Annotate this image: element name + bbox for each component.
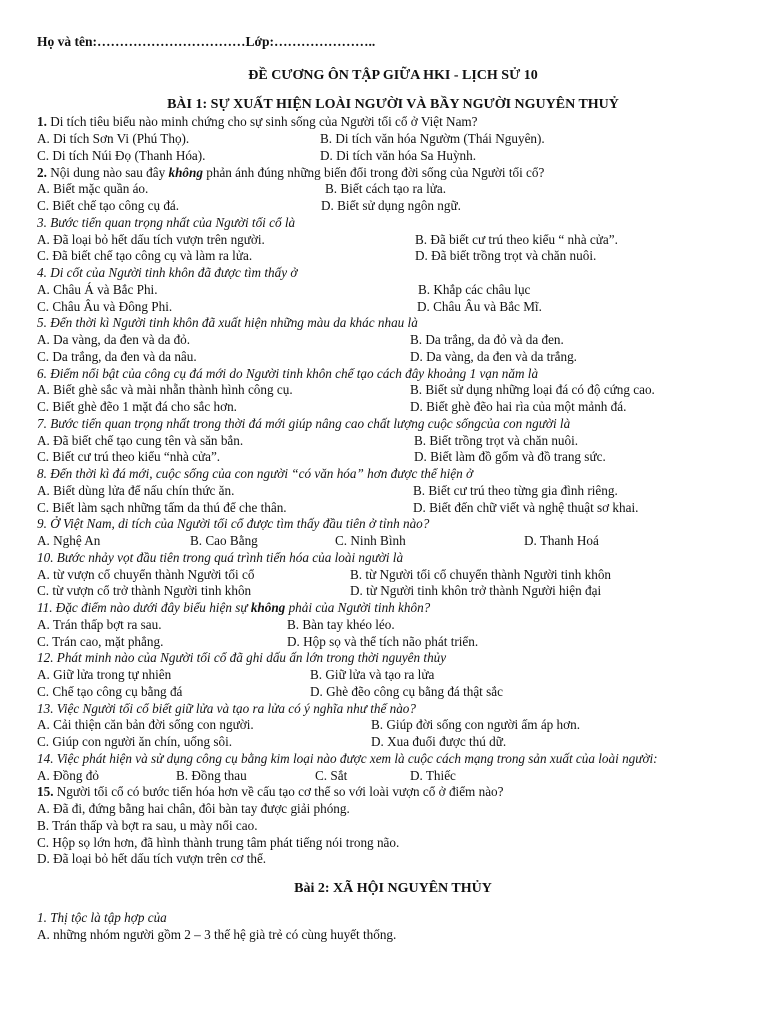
- options-row: [37, 349, 749, 366]
- option-c: C. Da trắng, da đen và da nâu.: [37, 348, 197, 364]
- options-row: [37, 148, 749, 165]
- options-row: [37, 248, 749, 265]
- options-row: [37, 717, 749, 734]
- option-b: B. Bàn tay khéo léo.: [287, 616, 395, 632]
- option-d: D. Thiếc: [410, 767, 456, 783]
- option-a: A. Di tích Sơn Vi (Phú Thọ).: [37, 131, 190, 146]
- question-text: phải của Người tinh khôn?: [285, 600, 431, 615]
- option-b: B. Biết cách tạo ra lửa.: [325, 181, 447, 197]
- option-d: D. Đã loại bỏ hết dấu tích vượn trên cơ thể.: [37, 851, 267, 867]
- question-10: 10. Bước nhảy vọt đầu tiên trong quá trình tiến hóa của loài người là: [37, 549, 404, 565]
- question-14: 14. Việc phát hiện và sử dụng công cụ bằng kim loại nào được xem là cuộc cách mạng trong sản xuất của loài người:: [37, 750, 658, 766]
- option-c: C. Di tích Núi Đọ (Thanh Hóa).: [37, 147, 206, 163]
- options-row: [37, 617, 749, 634]
- option-d: D. Châu Âu và Bắc Mĩ.: [417, 298, 542, 314]
- option-a: A. Cải thiện căn bản đời sống con người.: [37, 717, 254, 733]
- options-row: [37, 433, 749, 450]
- question-keyword: không: [250, 600, 286, 615]
- option-d: D. Biết đến chữ viết và nghệ thuật sơ khai.: [413, 499, 639, 515]
- question-1: [37, 114, 749, 131]
- option-b: B. Trán thấp và bợt ra sau, u mày nổi cao.: [37, 817, 258, 833]
- question-text: 11. Đặc điểm nào dưới đây biểu hiện sự: [37, 600, 251, 615]
- option-b: B. Khắp các châu lục: [418, 281, 531, 297]
- option-d: D. Thanh Hoá: [524, 533, 599, 548]
- option-c: C. Biết chế tạo công cụ đá.: [37, 198, 180, 213]
- option-c: C. Biết ghè đẽo 1 mặt đá cho sắc hơn.: [37, 399, 237, 414]
- options-row: [37, 232, 749, 249]
- option-a: A. Nghệ An: [37, 533, 101, 548]
- options-row: [37, 449, 749, 466]
- option-b: B. Da trắng, da đỏ và da đen.: [410, 332, 564, 347]
- options-row: [37, 332, 749, 349]
- options-row: [37, 533, 749, 550]
- option-b: B. từ Người tối cổ chuyển thành Người tinh khôn: [350, 566, 612, 582]
- question-text: Người tối cổ có bước tiến hóa hơn về cấu tạo cơ thể so với loài vượn cổ ở điểm nào?: [53, 784, 504, 800]
- student-info-line: Họ và tên:……………………………Lớp:…………………..: [37, 34, 376, 49]
- option-c: C. Ninh Bình: [335, 533, 406, 548]
- option-a: A. Đồng đỏ: [37, 767, 99, 783]
- question-11: [37, 600, 749, 617]
- section1-title: BÀI 1: SỰ XUẤT HIỆN LOÀI NGƯỜI VÀ BẦY NGƯỜI NGUYÊN THUỶ: [167, 96, 619, 112]
- option-c: C. Giúp con người ăn chín, uống sôi.: [37, 734, 233, 749]
- option-c: C. Chế tạo công cụ bằng đá: [37, 683, 183, 699]
- option-a: A. những nhóm người gồm 2 – 3 thế hệ già trẻ có cùng huyết thống.: [37, 926, 397, 942]
- option-c: C. Biết cư trú theo kiểu “nhà cửa”.: [37, 449, 221, 465]
- option-a: A. Da vàng, da đen và da đỏ.: [37, 332, 191, 347]
- option-d: D. Xua đuổi được thú dữ.: [371, 734, 507, 749]
- question-text: Di tích tiêu biểu nào minh chứng cho sự sinh sống của Người tối cổ ở Việt Nam?: [46, 114, 478, 130]
- option-c: C. từ vượn cổ trở thành Người tinh khôn: [37, 583, 252, 599]
- option-a: A. từ vượn cổ chuyển thành Người tối cổ: [37, 566, 255, 582]
- option-d: D. Biết ghè đẽo hai rìa của một mảnh đá.: [410, 399, 627, 414]
- document-page: [37, 34, 749, 943]
- option-c: C. Châu Âu và Đông Phi.: [37, 298, 173, 314]
- option-a: A. Châu Á và Bắc Phi.: [37, 281, 158, 297]
- question-2: [37, 165, 749, 182]
- option-b: B. Giữ lửa và tạo ra lửa: [310, 667, 435, 682]
- option-c: C. Hộp sọ lớn hơn, đã hình thành trung tâm phát tiếng nói trong não.: [37, 834, 400, 850]
- question-number: 1.: [37, 114, 47, 130]
- question-6: 6. Điểm nổi bật của công cụ đá mới do Người tinh khôn chế tạo cách đây khoảng 1 vạn năm là: [37, 365, 539, 381]
- option-a: A. Đã biết chế tạo cung tên và săn bắn.: [37, 432, 244, 448]
- question-12: 12. Phát minh nào của Người tối cổ đã ghi dấu ấn lớn trong thời nguyên thủy: [37, 650, 447, 666]
- option-a: A. Đã loại bỏ hết dấu tích vượn trên người.: [37, 231, 265, 247]
- options-row: [37, 634, 749, 651]
- option-d: D. Da vàng, da đen và da trắng.: [410, 348, 577, 364]
- document-title: ĐỀ CƯƠNG ÔN TẬP GIỮA HKI - LỊCH SỬ 10: [248, 67, 538, 83]
- section2-question-1: 1. Thị tộc là tập hợp của: [37, 909, 167, 925]
- option-c: C. Sắt: [315, 767, 348, 783]
- question-keyword: không: [168, 164, 203, 180]
- option-a: A. Biết ghè sắc và mài nhẵn thành hình công cụ.: [37, 382, 293, 398]
- option-a: A. Giữ lửa trong tự nhiên: [37, 667, 172, 682]
- option-a: A. Biết dùng lửa để nấu chín thức ăn.: [37, 482, 235, 498]
- options-row: [37, 567, 749, 584]
- option-b: B. Đồng thau: [176, 767, 247, 783]
- option-d: D. từ Người tinh khôn trở thành Người hiện đại: [350, 583, 602, 599]
- question-7: 7. Bước tiến quan trọng nhất trong thời đá mới giúp nâng cao chất lượng cuộc sốngcủa con người là: [37, 415, 571, 431]
- options-row: [37, 768, 749, 785]
- options-row: [37, 299, 749, 316]
- options-row: [37, 282, 749, 299]
- option-b: B. Giúp đời sống con người ấm áp hơn.: [371, 717, 581, 733]
- question-13: 13. Việc Người tối cổ biết giữ lửa và tạo ra lửa có ý nghĩa như thế nào?: [37, 700, 416, 716]
- question-9: 9. Ở Việt Nam, di tích của Người tối cổ được tìm thấy đầu tiên ở tỉnh nào?: [37, 516, 430, 532]
- options-row: [37, 399, 749, 416]
- options-row: [37, 198, 749, 215]
- option-d: D. Ghè đẽo công cụ bằng đá thật sắc: [310, 683, 503, 699]
- options-row: [37, 734, 749, 751]
- option-a: A. Trán thấp bợt ra sau.: [37, 616, 162, 632]
- options-row: [37, 667, 749, 684]
- question-15: [37, 784, 749, 801]
- option-d: D. Hộp sọ và thể tích não phát triển.: [287, 633, 479, 649]
- option-c: C. Đã biết chế tạo công cụ và làm ra lửa.: [37, 248, 253, 264]
- option-a: A. Biết mặc quần áo.: [37, 181, 149, 197]
- options-row: [37, 131, 749, 148]
- option-c: C. Biết làm sạch những tấm da thú để che thân.: [37, 499, 287, 515]
- options-row: [37, 181, 749, 198]
- option-b: B. Cao Bằng: [190, 533, 258, 548]
- option-c: C. Trán cao, mặt phẳng.: [37, 633, 164, 649]
- question-text: phản ánh đúng những biến đổi trong đời sống của Người tối cổ?: [202, 164, 545, 180]
- option-b: B. Biết trồng trọt và chăn nuôi.: [414, 432, 579, 448]
- section2-title: Bài 2: XÃ HỘI NGUYÊN THỦY: [294, 881, 492, 896]
- question-4: 4. Di cốt của Người tinh khôn đã được tìm thấy ở: [37, 265, 298, 280]
- option-b: B. Đã biết cư trú theo kiểu “ nhà cửa”.: [415, 231, 618, 247]
- option-b: B. Biết sử dụng những loại đá có độ cứng cao.: [410, 382, 655, 398]
- option-b: B. Di tích văn hóa Ngườm (Thái Nguyên).: [320, 131, 545, 146]
- option-b: B. Biết cư trú theo từng gia đình riêng.: [413, 482, 618, 498]
- question-number: 2.: [37, 164, 47, 180]
- option-d: D. Biết sử dụng ngôn ngữ.: [321, 198, 461, 213]
- question-8: 8. Đến thời kì đá mới, cuộc sống của con người “có văn hóa” hơn được thể hiện ở: [37, 466, 474, 481]
- option-d: D. Di tích văn hóa Sa Huỳnh.: [320, 147, 477, 163]
- options-row: [37, 382, 749, 399]
- question-text: Nội dung nào sau đây: [46, 164, 169, 180]
- option-d: D. Biết làm đồ gốm và đồ trang sức.: [414, 449, 606, 465]
- options-row: [37, 684, 749, 701]
- question-3: 3. Bước tiến quan trọng nhất của Người tối cổ là: [37, 214, 296, 230]
- question-5: 5. Đến thời kì Người tinh khôn đã xuất hiện những màu da khác nhau là: [37, 315, 418, 331]
- options-row: [37, 500, 749, 517]
- option-a: A. Đã đi, đứng bằng hai chân, đôi bàn tay được giải phóng.: [37, 801, 350, 816]
- options-row: [37, 483, 749, 500]
- options-row: [37, 583, 749, 600]
- option-d: D. Đã biết trồng trọt và chăn nuôi.: [415, 248, 597, 264]
- question-number: 15.: [37, 784, 54, 800]
